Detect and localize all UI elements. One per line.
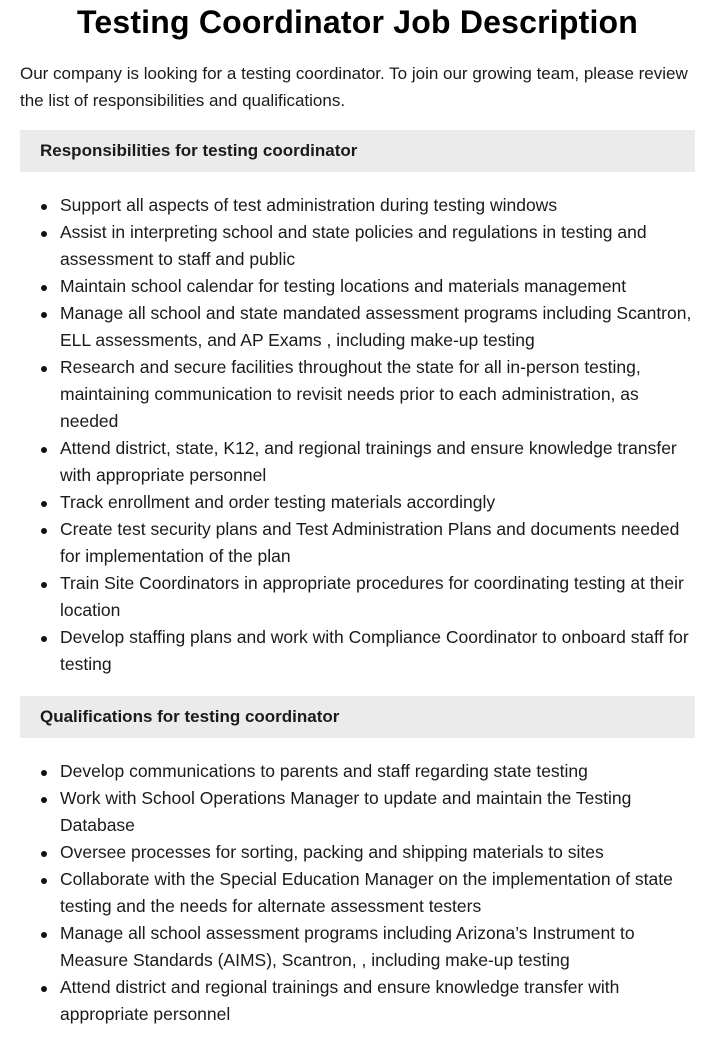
bullet-icon — [41, 797, 47, 803]
list-item-text: Attend district and regional trainings and ensure knowledge transfer with appropriate personnel — [60, 977, 620, 1024]
list-item-text: Research and secure facilities throughout the state for all in-person testing, maintaining communication to revisit needs prior to each administration, as needed — [60, 357, 641, 431]
bullet-icon — [41, 231, 47, 237]
list-item-text: Attend district, state, K12, and regional trainings and ensure knowledge transfer with appropriate personnel — [60, 438, 677, 485]
bullet-icon — [41, 932, 47, 938]
list-item — [60, 839, 695, 866]
bullet-icon — [41, 770, 47, 776]
bullet-icon — [41, 986, 47, 992]
qualifications-list — [20, 758, 695, 1028]
list-item — [60, 785, 695, 839]
bullet-icon — [41, 851, 47, 857]
list-item-text: Oversee processes for sorting, packing and shipping materials to sites — [60, 842, 604, 862]
list-item-text: Work with School Operations Manager to update and maintain the Testing Database — [60, 788, 632, 835]
list-item — [60, 489, 695, 516]
list-item-text: Manage all school and state mandated assessment programs including Scantron, ELL assessments, and AP Exams , including make-up testing — [60, 303, 692, 350]
list-item-text: Create test security plans and Test Administration Plans and documents needed for implementation of the plan — [60, 519, 680, 566]
list-item — [60, 192, 695, 219]
list-item-text: Collaborate with the Special Education Manager on the implementation of state testing and the needs for alternate assessment testers — [60, 869, 673, 916]
list-item-text: Develop staffing plans and work with Compliance Coordinator to onboard staff for testing — [60, 627, 689, 674]
bullet-icon — [41, 636, 47, 642]
list-item — [60, 866, 695, 920]
list-item-text: Support all aspects of test administration during testing windows — [60, 195, 558, 215]
list-item-text: Maintain school calendar for testing locations and materials management — [60, 276, 627, 296]
list-item — [60, 219, 695, 273]
bullet-icon — [41, 312, 47, 318]
bullet-icon — [41, 447, 47, 453]
list-item-text: Manage all school assessment programs including Arizona’s Instrument to Measure Standards (AIMS), Scantron, , including make-up testing — [60, 923, 635, 970]
page-title: Testing Coordinator Job Description — [76, 4, 639, 40]
bullet-icon — [41, 501, 47, 507]
bullet-icon — [41, 582, 47, 588]
responsibilities-list — [20, 192, 695, 678]
list-item-text: Track enrollment and order testing materials accordingly — [60, 492, 496, 512]
responsibilities-heading: Responsibilities for testing coordinator — [20, 130, 695, 172]
list-item-text: Train Site Coordinators in appropriate procedures for coordinating testing at their location — [60, 573, 684, 620]
list-item — [60, 354, 695, 435]
list-item — [60, 974, 695, 1028]
list-item — [60, 920, 695, 974]
bullet-icon — [41, 285, 47, 291]
bullet-icon — [41, 204, 47, 210]
list-item — [60, 758, 695, 785]
intro-paragraph: Our company is looking for a testing coordinator. To join our growing team, please review the list of responsibilities and qualifications. — [20, 64, 688, 110]
list-item — [60, 624, 695, 678]
list-item — [60, 273, 695, 300]
bullet-icon — [41, 366, 47, 372]
qualifications-heading: Qualifications for testing coordinator — [20, 696, 695, 738]
list-item — [60, 570, 695, 624]
list-item-text: Develop communications to parents and staff regarding state testing — [60, 761, 588, 781]
bullet-icon — [41, 878, 47, 884]
list-item — [60, 435, 695, 489]
list-item — [60, 516, 695, 570]
bullet-icon — [41, 528, 47, 534]
list-item-text: Assist in interpreting school and state policies and regulations in testing and assessment to staff and public — [60, 222, 647, 269]
list-item — [60, 300, 695, 354]
